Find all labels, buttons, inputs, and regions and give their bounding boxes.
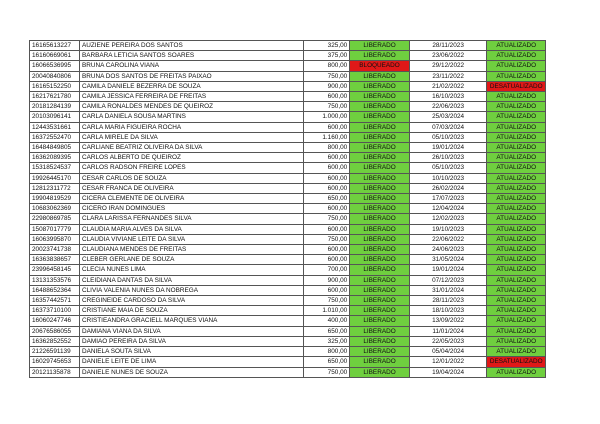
cell-date: 05/04/2024 (409, 347, 487, 357)
cell-value: 600,00 (304, 285, 350, 295)
table-row (30, 275, 546, 285)
cell-name: CLIVIA VALENIA NUNES DA NOBREGA (80, 285, 304, 295)
cell-id: 19926445170 (30, 173, 80, 183)
cell-date: 18/10/2023 (409, 306, 487, 316)
cell-value: 600,00 (304, 92, 350, 102)
cell-name: CRISTIEANDRA GRACIELL MARQUES VIANA (80, 316, 304, 326)
table-row (30, 357, 546, 367)
cell-id: 16060247746 (30, 316, 80, 326)
table-row (30, 183, 546, 193)
cell-id: 16217621780 (30, 92, 80, 102)
cell-value: 325,00 (304, 336, 350, 346)
cell-date: 31/01/2024 (409, 285, 487, 295)
cell-name: CAMILA RONALDES MENDES DE QUEIROZ (80, 102, 304, 112)
cell-value: 375,00 (304, 51, 350, 61)
cell-date: 07/12/2023 (409, 275, 487, 285)
cell-update: ATUALIZADO (487, 173, 546, 183)
cell-name: CARLOS RADSON FREIRE LOPES (80, 163, 304, 173)
cell-date: 29/12/2022 (409, 61, 487, 71)
cell-update: ATUALIZADO (487, 51, 546, 61)
cell-name: BARBARA LETICIA SANTOS SOARES (80, 51, 304, 61)
cell-update: ATUALIZADO (487, 163, 546, 173)
cell-value: 650,00 (304, 194, 350, 204)
cell-status: LIBERADO (350, 275, 410, 285)
cell-status: LIBERADO (350, 41, 410, 51)
cell-value: 650,00 (304, 326, 350, 336)
cell-date: 24/06/2023 (409, 245, 487, 255)
table-row (30, 143, 546, 153)
cell-status: LIBERADO (350, 265, 410, 275)
cell-name: CLAUDIA VIVIANE LEITE DA SILVA (80, 234, 304, 244)
cell-id: 16373710100 (30, 306, 80, 316)
cell-update: ATUALIZADO (487, 153, 546, 163)
cell-name: DAMIAO PEREIRA DA SILVA (80, 336, 304, 346)
cell-status: LIBERADO (350, 92, 410, 102)
table-row (30, 204, 546, 214)
cell-value: 750,00 (304, 296, 350, 306)
cell-name: CICERO IRAN DOMINGUES (80, 204, 304, 214)
cell-date: 11/01/2024 (409, 326, 487, 336)
cell-name: CREGINEIDE CARDOSO DA SILVA (80, 296, 304, 306)
cell-update: ATUALIZADO (487, 265, 546, 275)
cell-status: LIBERADO (350, 255, 410, 265)
cell-status: LIBERADO (350, 306, 410, 316)
cell-update: ATUALIZADO (487, 336, 546, 346)
table-row (30, 285, 546, 295)
cell-id: 20023741738 (30, 245, 80, 255)
cell-id: 16165152250 (30, 81, 80, 91)
cell-id: 15087017779 (30, 224, 80, 234)
table-row (30, 173, 546, 183)
cell-status: LIBERADO (350, 194, 410, 204)
cell-status: LIBERADO (350, 132, 410, 142)
cell-name: CARLA MIRELE DA SILVA (80, 132, 304, 142)
cell-update: ATUALIZADO (487, 275, 546, 285)
cell-update: ATUALIZADO (487, 306, 546, 316)
cell-date: 26/10/2023 (409, 153, 487, 163)
table-row (30, 92, 546, 102)
table-row (30, 296, 546, 306)
cell-value: 750,00 (304, 234, 350, 244)
cell-update: ATUALIZADO (487, 285, 546, 295)
table-row (30, 306, 546, 316)
cell-status: LIBERADO (350, 214, 410, 224)
cell-update: ATUALIZADO (487, 132, 546, 142)
table-row (30, 102, 546, 112)
cell-name: CAMILA JESSICA FERREIRA DE FREITAS (80, 92, 304, 102)
cell-value: 1.160,00 (304, 132, 350, 142)
table-row (30, 71, 546, 81)
cell-status: LIBERADO (350, 347, 410, 357)
cell-value: 750,00 (304, 367, 350, 377)
cell-value: 600,00 (304, 122, 350, 132)
cell-id: 16362089395 (30, 153, 80, 163)
cell-id: 16357442571 (30, 296, 80, 306)
cell-id: 16063995870 (30, 234, 80, 244)
cell-id: 15318524537 (30, 163, 80, 173)
cell-id: 16362852552 (30, 336, 80, 346)
table-row (30, 122, 546, 132)
cell-value: 600,00 (304, 224, 350, 234)
cell-value: 900,00 (304, 81, 350, 91)
cell-date: 23/11/2022 (409, 71, 487, 81)
cell-value: 600,00 (304, 173, 350, 183)
cell-status: LIBERADO (350, 122, 410, 132)
table-row (30, 112, 546, 122)
cell-value: 750,00 (304, 214, 350, 224)
cell-date: 22/06/2023 (409, 102, 487, 112)
cell-date: 13/09/2022 (409, 316, 487, 326)
cell-status: LIBERADO (350, 183, 410, 193)
cell-date: 17/07/2023 (409, 194, 487, 204)
table-row (30, 234, 546, 244)
cell-date: 19/10/2023 (409, 224, 487, 234)
cell-id: 20040840806 (30, 71, 80, 81)
cell-update: ATUALIZADO (487, 41, 546, 51)
cell-value: 650,00 (304, 357, 350, 367)
cell-date: 22/06/2022 (409, 234, 487, 244)
table-row (30, 41, 546, 51)
cell-value: 600,00 (304, 153, 350, 163)
table-row (30, 336, 546, 346)
table-row (30, 153, 546, 163)
cell-update: ATUALIZADO (487, 255, 546, 265)
cell-status: LIBERADO (350, 224, 410, 234)
cell-date: 16/10/2023 (409, 92, 487, 102)
cell-id: 16372552470 (30, 132, 80, 142)
cell-value: 600,00 (304, 163, 350, 173)
cell-value: 600,00 (304, 183, 350, 193)
cell-date: 28/11/2023 (409, 296, 487, 306)
cell-value: 600,00 (304, 245, 350, 255)
cell-name: DANIELA SOUTA SILVA (80, 347, 304, 357)
cell-name: DAMIANA VIANA DA SILVA (80, 326, 304, 336)
table-row (30, 214, 546, 224)
cell-status: LIBERADO (350, 234, 410, 244)
cell-id: 16363838657 (30, 255, 80, 265)
cell-date: 12/04/2024 (409, 204, 487, 214)
cell-update: ATUALIZADO (487, 194, 546, 204)
cell-id: 21226591139 (30, 347, 80, 357)
cell-value: 1.000,00 (304, 112, 350, 122)
cell-update: ATUALIZADO (487, 102, 546, 112)
cell-id: 16484849805 (30, 143, 80, 153)
cell-update: ATUALIZADO (487, 245, 546, 255)
cell-update: ATUALIZADO (487, 92, 546, 102)
table-row (30, 316, 546, 326)
cell-id: 20676586055 (30, 326, 80, 336)
cell-date: 25/03/2024 (409, 112, 487, 122)
cell-status: LIBERADO (350, 357, 410, 367)
cell-value: 1.010,00 (304, 306, 350, 316)
cell-value: 750,00 (304, 71, 350, 81)
cell-id: 12443531661 (30, 122, 80, 132)
cell-status: LIBERADO (350, 296, 410, 306)
cell-id: 20121135878 (30, 367, 80, 377)
cell-name: CESAR CARLOS DE SOUZA (80, 173, 304, 183)
cell-date: 31/05/2024 (409, 255, 487, 265)
cell-update: DESATUALIZADO (487, 357, 546, 367)
table-row (30, 255, 546, 265)
table-row (30, 51, 546, 61)
cell-value: 800,00 (304, 143, 350, 153)
cell-id: 19904819529 (30, 194, 80, 204)
table-row (30, 61, 546, 71)
cell-status: LIBERADO (350, 153, 410, 163)
cell-name: BRUNA CAROLINA VIANA (80, 61, 304, 71)
cell-name: CLEBER GERLANE DE SOUZA (80, 255, 304, 265)
cell-update: ATUALIZADO (487, 204, 546, 214)
cell-name: CARLOS ALBERTO DE QUEIROZ (80, 153, 304, 163)
cell-status: LIBERADO (350, 326, 410, 336)
cell-date: 23/06/2022 (409, 51, 487, 61)
cell-date: 10/10/2023 (409, 173, 487, 183)
cell-status: LIBERADO (350, 163, 410, 173)
cell-date: 12/02/2023 (409, 214, 487, 224)
cell-update: ATUALIZADO (487, 183, 546, 193)
cell-status: LIBERADO (350, 102, 410, 112)
cell-status: LIBERADO (350, 143, 410, 153)
cell-update: ATUALIZADO (487, 224, 546, 234)
cell-status: LIBERADO (350, 336, 410, 346)
cell-status: LIBERADO (350, 81, 410, 91)
table-row (30, 224, 546, 234)
cell-status: LIBERADO (350, 173, 410, 183)
cell-status: LIBERADO (350, 285, 410, 295)
cell-name: CLEIDIANA DANTAS DA SILVA (80, 275, 304, 285)
cell-name: DANIELE LEITE DE LIMA (80, 357, 304, 367)
cell-update: ATUALIZADO (487, 71, 546, 81)
cell-id: 16488652364 (30, 285, 80, 295)
cell-value: 800,00 (304, 347, 350, 357)
cell-date: 05/10/2023 (409, 132, 487, 142)
cell-date: 05/10/2023 (409, 163, 487, 173)
cell-name: CICERA CLEMENTE DE OLIVEIRA (80, 194, 304, 204)
cell-name: CARLA MARIA FIGUEIRA ROCHA (80, 122, 304, 132)
cell-name: CESAR FRANCA DE OLIVEIRA (80, 183, 304, 193)
cell-name: CARLIANE BEATRIZ OLIVEIRA DA SILVA (80, 143, 304, 153)
cell-name: CAMILA DANIELE BEZERRA DE SOUZA (80, 81, 304, 91)
cell-value: 400,00 (304, 316, 350, 326)
spreadsheet-table (29, 40, 546, 378)
cell-update: ATUALIZADO (487, 234, 546, 244)
cell-status: LIBERADO (350, 71, 410, 81)
cell-id: 10683062369 (30, 204, 80, 214)
cell-update: ATUALIZADO (487, 112, 546, 122)
cell-update: ATUALIZADO (487, 122, 546, 132)
cell-status: LIBERADO (350, 204, 410, 214)
cell-status: LIBERADO (350, 112, 410, 122)
cell-name: CARLA DANIELA SOUSA MARTINS (80, 112, 304, 122)
cell-name: CLAUDIA MARIA ALVES DA SILVA (80, 224, 304, 234)
cell-name: AUZIENE PEREIRA DOS SANTOS (80, 41, 304, 51)
cell-update: ATUALIZADO (487, 326, 546, 336)
cell-date: 19/01/2024 (409, 265, 487, 275)
cell-update: ATUALIZADO (487, 214, 546, 224)
cell-id: 16160669061 (30, 51, 80, 61)
table-row (30, 163, 546, 173)
cell-id: 16165613227 (30, 41, 80, 51)
cell-id: 20103096141 (30, 112, 80, 122)
cell-value: 900,00 (304, 275, 350, 285)
table-row (30, 347, 546, 357)
cell-update: DESATUALIZADO (487, 81, 546, 91)
cell-value: 325,00 (304, 41, 350, 51)
cell-id: 13131353576 (30, 275, 80, 285)
cell-id: 12812311772 (30, 183, 80, 193)
cell-id: 22980869785 (30, 214, 80, 224)
table-row (30, 81, 546, 91)
cell-update: ATUALIZADO (487, 367, 546, 377)
cell-date: 12/01/2022 (409, 357, 487, 367)
cell-update: ATUALIZADO (487, 143, 546, 153)
cell-status: BLOQUEADO (350, 61, 410, 71)
cell-status: LIBERADO (350, 316, 410, 326)
cell-value: 700,00 (304, 265, 350, 275)
cell-value: 600,00 (304, 255, 350, 265)
cell-name: CRISTIANE MAIA DE SOUZA (80, 306, 304, 316)
cell-date: 21/02/2022 (409, 81, 487, 91)
cell-value: 800,00 (304, 61, 350, 71)
cell-id: 16029745653 (30, 357, 80, 367)
cell-date: 22/05/2023 (409, 336, 487, 346)
cell-date: 19/01/2024 (409, 143, 487, 153)
cell-id: 16066536995 (30, 61, 80, 71)
cell-name: BRUNA DOS SANTOS DE FREITAS PAIXAO (80, 71, 304, 81)
cell-name: CLECIA NUNES LIMA (80, 265, 304, 275)
table-row (30, 194, 546, 204)
cell-status: LIBERADO (350, 51, 410, 61)
cell-value: 600,00 (304, 204, 350, 214)
cell-update: ATUALIZADO (487, 316, 546, 326)
cell-id: 20181284139 (30, 102, 80, 112)
cell-update: ATUALIZADO (487, 347, 546, 357)
table-row (30, 265, 546, 275)
cell-id: 23996458145 (30, 265, 80, 275)
cell-date: 07/03/2024 (409, 122, 487, 132)
cell-name: CLARA LARISSA FERNANDES SILVA (80, 214, 304, 224)
cell-value: 750,00 (304, 102, 350, 112)
cell-date: 26/02/2024 (409, 183, 487, 193)
spreadsheet-body (30, 41, 546, 378)
table-row (30, 367, 546, 377)
cell-date: 19/04/2024 (409, 367, 487, 377)
cell-name: DANIELE NUNES DE SOUZA (80, 367, 304, 377)
cell-update: ATUALIZADO (487, 296, 546, 306)
cell-date: 28/11/2023 (409, 41, 487, 51)
table-row (30, 245, 546, 255)
cell-status: LIBERADO (350, 245, 410, 255)
table-row (30, 326, 546, 336)
table-row (30, 132, 546, 142)
cell-update: ATUALIZADO (487, 61, 546, 71)
cell-name: CLAUDIANA MENDES DE FREITAS (80, 245, 304, 255)
cell-status: LIBERADO (350, 367, 410, 377)
